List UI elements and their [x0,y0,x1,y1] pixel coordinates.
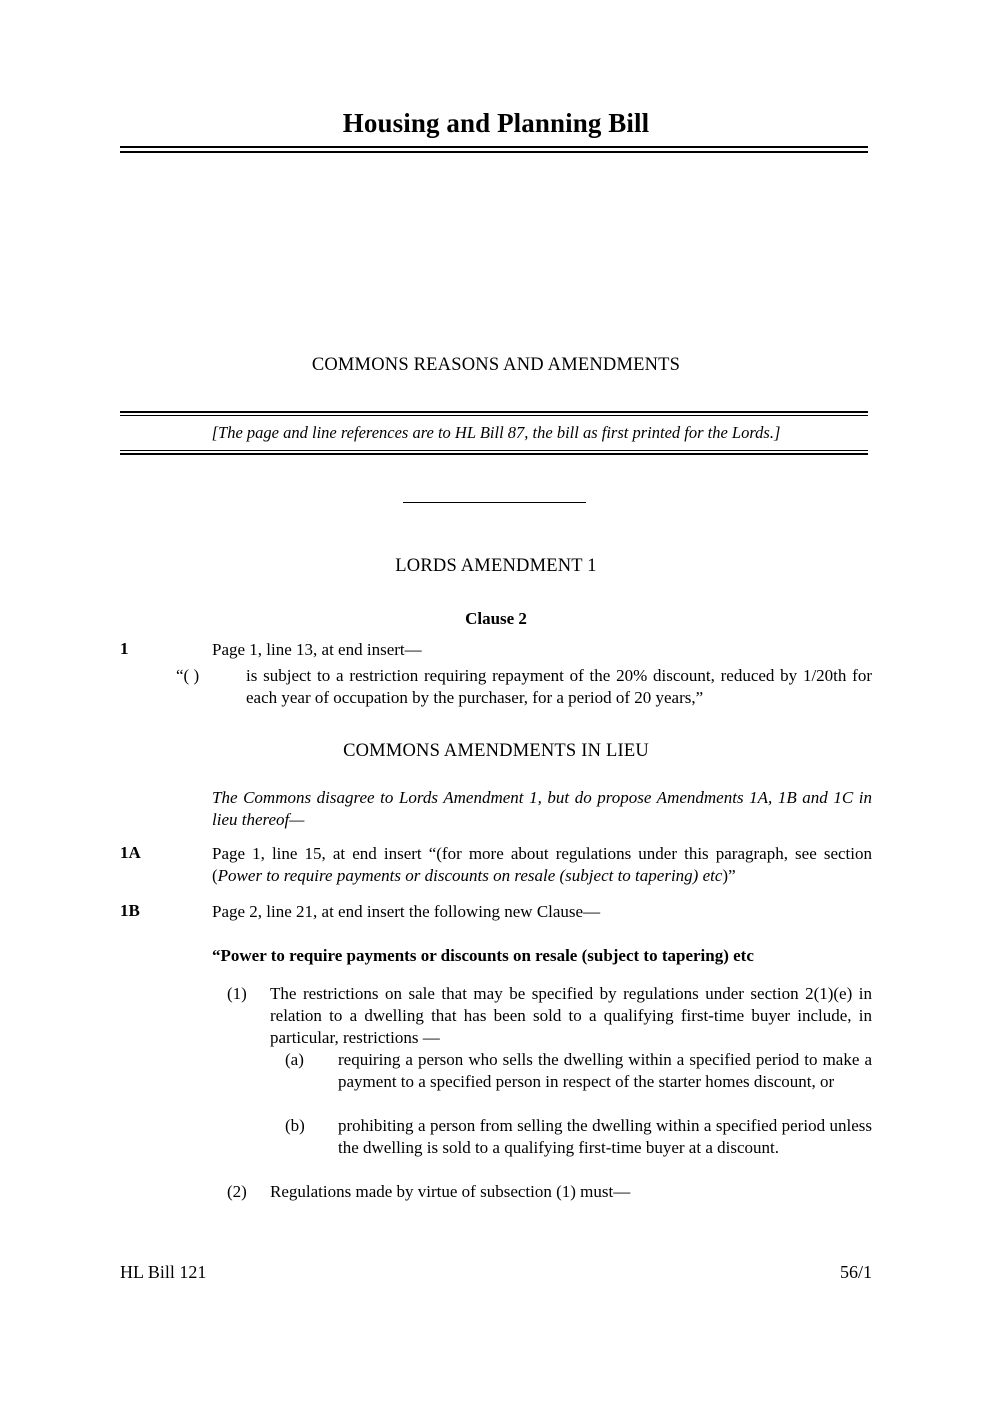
subsection-2 [227,1181,872,1203]
amendment-text-lead: Page 1, line 15, at end insert “(for more about regulations under this paragraph, see section ( [212,844,872,886]
quoted-text: is subject to a restriction requiring repayment of the 20% discount, reduced by 1/20th for each year of occupation by the purchaser, for a period of 20 years,” [246,666,872,708]
note-rule-top [120,411,868,416]
note-rule-bottom [120,450,868,455]
amendment-number: 1A [120,843,141,862]
amendment-text [212,843,872,887]
page-title: Housing and Planning Bill [342,108,650,138]
section-divider [403,502,586,503]
new-clause-heading: “Power to require payments or discounts on resale (subject to tapering) etc [212,946,754,965]
quote-marker: “( ) [176,666,200,686]
paragraph-b [285,1115,872,1159]
subsection-marker: (2) [227,1182,247,1201]
amendment-1b [120,901,872,923]
amendment-1 [120,639,872,709]
paragraph-marker: (b) [285,1116,305,1135]
paragraph-text: requiring a person who sells the dwelling within a specified period to make a payment to a specified person in respect of the starter homes discount, or [338,1050,872,1092]
footer-page-number: 56/1 [839,1262,872,1282]
subsection-text: Regulations made by virtue of subsection (1) must— [270,1182,631,1201]
amendment-group-heading: LORDS AMENDMENT 1 [395,556,597,576]
rule-line-thick [120,151,868,153]
reference-note: [The page and line references are to HL Bill 87, the bill as first printed for the Lords.] [211,423,781,442]
footer-bill-number: HL Bill 121 [120,1262,207,1282]
commons-preamble: The Commons disagree to Lords Amendment 1, but do propose Amendments 1A, 1B and 1C in lieu thereof— [212,788,872,830]
title-rule [120,146,868,153]
subsection-text: The restrictions on sale that may be specified by regulations under section 2(1)(e) in relation to a dwelling that has been sold to a qualifying first-time buyer include, in particular, restrictions — [270,984,872,1048]
rule-line-thick [120,453,868,455]
commons-amendments-heading: COMMONS AMENDMENTS IN LIEU [343,741,649,761]
amendment-text-tail: )” [722,866,736,886]
amendment-instruction: Page 1, line 13, at end insert— [212,640,422,659]
section-heading: COMMONS REASONS AND AMENDMENTS [311,355,681,375]
clause-heading: Clause 2 [465,609,527,628]
amendment-text: Page 2, line 21, at end insert the following new Clause— [212,902,601,921]
amendment-text-italic: Power to require payments or discounts on resale (subject to tapering) etc [217,866,723,886]
paragraph-a [285,1049,872,1093]
paragraph-text: prohibiting a person from selling the dwelling within a specified period unless the dwelling is sold to a qualifying first-time buyer at a discount. [338,1116,872,1158]
amendment-quoted-block [176,665,872,709]
amendment-number: 1B [120,901,140,920]
page-footer [120,1262,872,1283]
subsection-marker: (1) [227,984,247,1003]
rule-line-thin [120,415,868,416]
paragraph-marker: (a) [285,1050,304,1069]
subsection-1 [227,983,872,1049]
amendment-1a [120,843,872,887]
amendment-number: 1 [120,639,129,658]
